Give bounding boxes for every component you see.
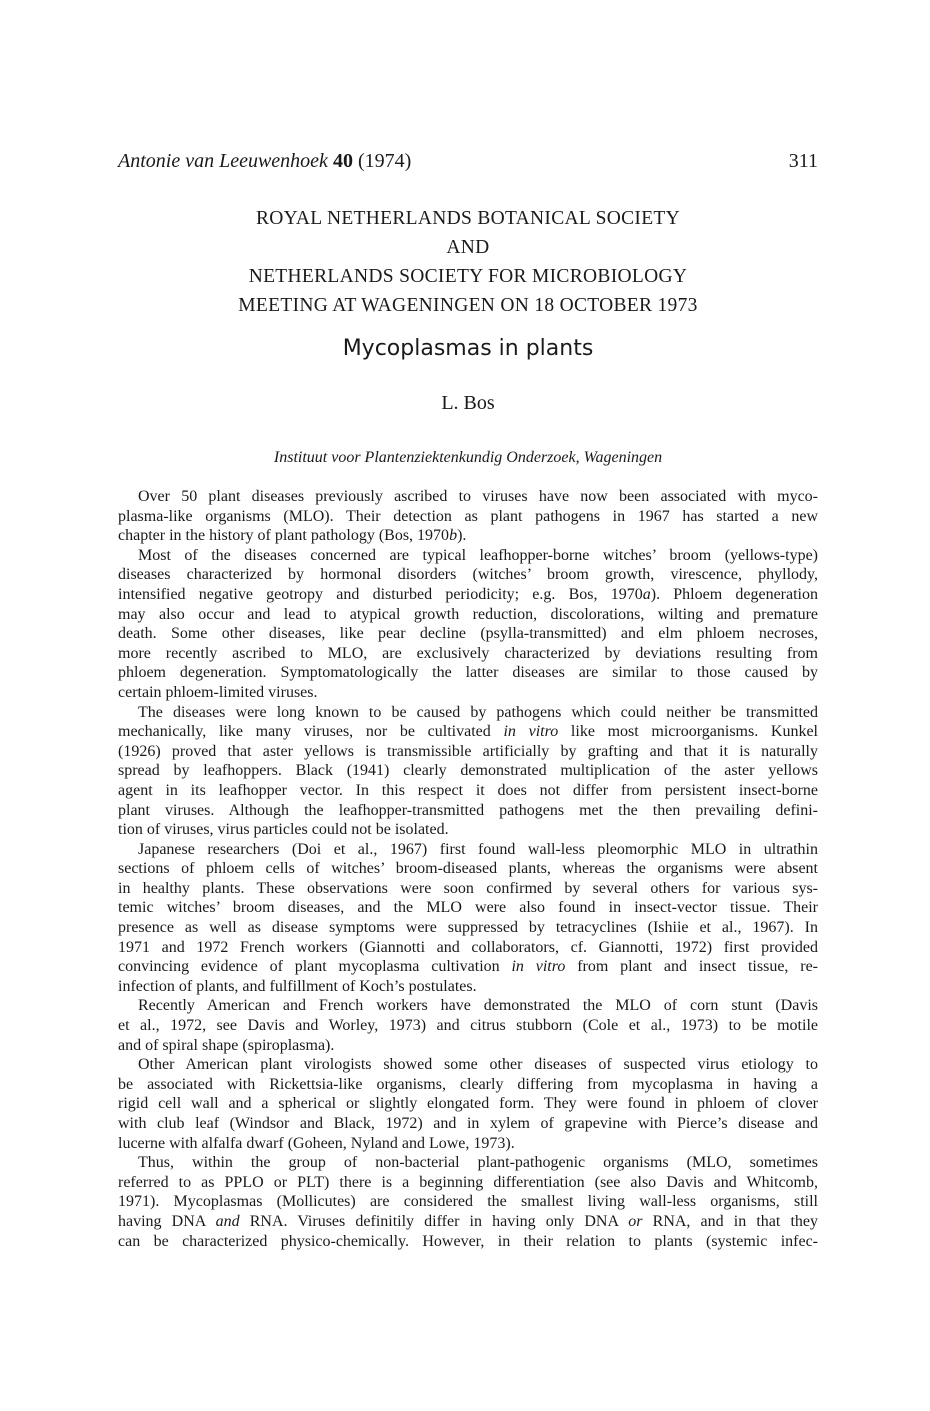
text-line: Thus, within the group of non-bacterial plant-pathogenic organisms (MLO, sometimes	[138, 1154, 818, 1172]
text-line: diseases characterized by hormonal disorders (witches’ broom growth, virescence, phyllody,	[118, 566, 818, 584]
paragraph	[118, 487, 818, 546]
page-number: 311	[788, 150, 818, 172]
text-line: and of spiral shape (spiroplasma).	[118, 1036, 335, 1054]
text-line: phloem degeneration. Symptomatologically the latter diseases are similar to those caused by	[118, 664, 818, 682]
text-line: referred to as PPLO or PLT) there is a beginning differentiation (see also Davis and Whitcomb,	[118, 1173, 818, 1191]
heading-line: AND	[446, 237, 490, 258]
paragraph	[118, 996, 818, 1055]
paragraph	[118, 546, 818, 703]
text-line: plasma-like organisms (MLO). Their detection as plant pathogens in 1967 has started a new	[118, 507, 818, 525]
text-line: infection of plants, and fulfillment of Koch’s postulates.	[118, 977, 477, 995]
heading-line: ROYAL NETHERLANDS BOTANICAL SOCIETY	[255, 208, 681, 229]
text-line: Other American plant virologists showed some other diseases of suspected virus etiology to	[138, 1056, 818, 1074]
text-line: tion of viruses, virus particles could not be isolated.	[118, 821, 449, 839]
paragraph	[118, 703, 818, 840]
journal-volume: 40	[332, 150, 353, 172]
heading-line: NETHERLANDS SOCIETY FOR MICROBIOLOGY	[248, 266, 688, 287]
text-line: presence as well as disease symptoms were suppressed by tetracyclines (Ishiie et al., 1967). In	[118, 919, 818, 937]
paragraph	[118, 1153, 818, 1251]
text-line: convincing evidence of plant mycoplasma cultivation in vitro from plant and insect tissue, re-	[118, 958, 819, 976]
text-line: mechanically, like many viruses, nor be cultivated in vitro like most microorganisms. Kunkel	[118, 723, 819, 741]
journal-citation	[118, 150, 411, 173]
text-line: chapter in the history of plant pathology (Bos, 1970b).	[118, 527, 467, 545]
text-line: death. Some other diseases, like pear decline (psylla-transmitted) and elm phloem necroses,	[118, 625, 818, 643]
text-line: in healthy plants. These observations were soon confirmed by several others for various sys-	[118, 879, 818, 897]
text-line: spread by leafhoppers. Black (1941) clearly demonstrated multiplication of the aster yellows	[118, 762, 818, 780]
text-line: et al., 1972, see Davis and Worley, 1973) and citrus stubborn (Cole et al., 1973) to be motile	[118, 1017, 818, 1035]
journal-year: (1974)	[357, 150, 412, 172]
text-line: having DNA and RNA. Viruses definitily differ in having only DNA or RNA, and in that they	[118, 1212, 819, 1230]
article-title: Mycoplasmas in plants	[342, 336, 594, 361]
text-line: certain phloem-limited viruses.	[118, 683, 318, 701]
text-line: 1971). Mycoplasmas (Mollicutes) are considered the smallest living wall-less organisms, still	[118, 1193, 818, 1211]
text-line: may also occur and lead to atypical growth reduction, discolorations, wilting and premature	[118, 605, 818, 623]
text-line: more recently ascribed to MLO, are exclusively characterized by deviations resulting from	[118, 644, 818, 662]
article-body	[118, 487, 818, 1251]
text-line: temic witches’ broom diseases, and the MLO were also found in insect-vector tissue. Their	[118, 899, 818, 917]
author-name: L. Bos	[441, 392, 495, 414]
text-line: Japanese researchers (Doi et al., 1967) first found wall-less pleomorphic MLO in ultrathin	[138, 840, 818, 858]
text-line: The diseases were long known to be caused by pathogens which could neither be transmitted	[138, 703, 818, 721]
journal-name: Antonie van Leeuwenhoek	[118, 150, 328, 172]
text-line: lucerne with alfalfa dwarf (Goheen, Nyland and Lowe, 1973).	[118, 1134, 515, 1152]
text-line: can be characterized physico-chemically. However, in their relation to plants (systemic infec-	[118, 1232, 818, 1250]
running-head	[118, 150, 818, 176]
text-line: intensified negative geotropy and disturbed periodicity; e.g. Bos, 1970a). Phloem degeneration	[118, 585, 819, 603]
text-line: agent in its leafhopper vector. In this respect it does not differ from persistent insect-borne	[118, 781, 818, 799]
text-line: be associated with Rickettsia-like organisms, clearly differing from mycoplasma in having a	[118, 1075, 818, 1093]
text-line: sections of phloem cells of witches’ broom-diseased plants, whereas the organisms were absent	[118, 860, 818, 878]
text-line: Over 50 plant diseases previously ascribed to viruses have now been associated with myco-	[138, 488, 818, 505]
paragraph	[118, 840, 818, 997]
paragraph	[118, 1055, 818, 1153]
text-line: with club leaf (Windsor and Black, 1972) and in xylem of grapevine with Pierce’s disease and	[118, 1115, 818, 1132]
text-line: plant viruses. Although the leafhopper-transmitted pathogens met the then prevailing defini-	[118, 801, 818, 819]
text-line: rigid cell wall and a spherical or slightly elongated form. They were found in phloem of clover	[118, 1095, 818, 1113]
text-line: (1926) proved that aster yellows is transmissible artificially by grafting and that it is naturally	[118, 742, 818, 760]
text-line: 1971 and 1972 French workers (Giannotti and collaborators, cf. Giannotti, 1972) first provided	[118, 938, 818, 956]
meeting-heading	[118, 204, 818, 320]
text-line: Recently American and French workers have demonstrated the MLO of corn stunt (Davis	[138, 997, 818, 1015]
text-line: Most of the diseases concerned are typical leafhopper-borne witches’ broom (yellows-type)	[138, 546, 818, 564]
heading-line: MEETING AT WAGENINGEN ON 18 OCTOBER 1973	[238, 295, 698, 316]
author-affiliation: Instituut voor Plantenziektenkundig Onderzoek, Wageningen	[273, 449, 663, 466]
